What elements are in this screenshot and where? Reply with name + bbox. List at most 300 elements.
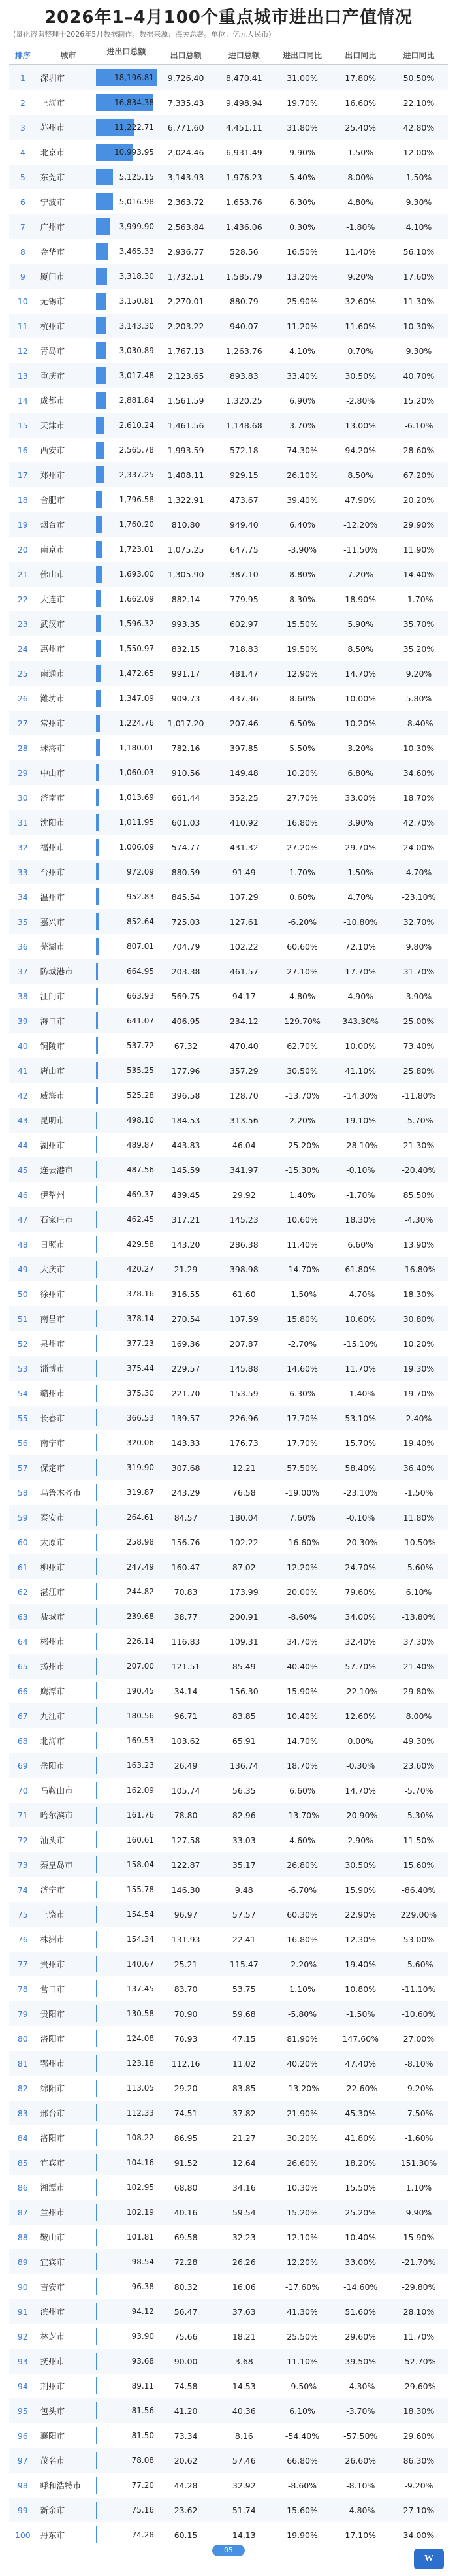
table-row [9,1952,448,1976]
table-row [9,2498,448,2522]
city-cell: 佛山市 [40,570,65,579]
total-yoy-cell: 10.60% [287,1214,318,1225]
export-yoy-cell: 1.50% [347,147,374,157]
city-cell: 邢台市 [40,2108,65,2118]
export-cell: 3,143.93 [167,172,204,182]
export-yoy-cell: 94.20% [345,445,377,455]
table-row [9,1108,448,1133]
total-cell [96,562,157,587]
import-yoy-cell: -16.80% [402,1264,436,1274]
total-cell [96,1877,157,1902]
city-cell: 唐山市 [40,1066,65,1076]
import-yoy-cell: 19.30% [403,1363,435,1374]
table-row [9,1455,448,1480]
import-yoy-cell: 50.50% [403,72,435,83]
total-value: 124.08 [127,2034,155,2043]
rank-cell: 35 [17,916,28,927]
export-yoy-cell: 41.80% [345,2133,377,2143]
import-yoy-cell: 19.70% [403,1388,435,1398]
table-row [9,2324,448,2349]
import-yoy-cell: 27.00% [403,2033,435,2044]
table-row [9,2225,448,2249]
total-bar [96,938,99,955]
total-cell [96,984,157,1008]
table-row [9,1207,448,1232]
import-cell: 145.88 [229,1363,259,1374]
export-yoy-cell: 18.30% [345,1214,377,1225]
total-bar [96,1583,97,1600]
table-row [9,2076,448,2101]
total-bar [96,1608,97,1625]
table-row [9,2374,448,2398]
table-row [9,264,448,289]
import-yoy-cell: 15.20% [403,395,435,406]
export-cell: 2,363.72 [167,197,204,207]
export-cell: 810.80 [171,519,200,530]
import-cell: 59.54 [232,2207,256,2217]
import-yoy-cell: 18.70% [403,792,435,803]
import-cell: 1,263.76 [225,346,262,356]
total-yoy-cell: 25.50% [287,2331,318,2342]
import-cell: 397.85 [229,743,259,753]
total-cell [96,1827,157,1852]
total-yoy-cell: 11.40% [287,1239,318,1249]
total-cell [96,884,157,909]
city-cell: 鹰潭市 [40,1686,65,1696]
total-value: 154.54 [127,1910,155,1919]
total-value: 535.25 [127,1066,155,1075]
export-cell: 26.49 [174,1760,198,1771]
export-yoy-cell: 72.10% [345,941,377,952]
total-cell [96,90,157,115]
export-cell: 221.70 [171,1388,200,1398]
total-cell [96,860,157,884]
export-yoy-cell: 45.30% [345,2108,377,2118]
import-cell: 107.29 [229,892,259,902]
import-yoy-cell: -10.50% [402,1537,436,1547]
import-yoy-cell: 35.70% [403,619,435,629]
table-row [9,1133,448,1157]
rank-cell: 34 [17,892,28,902]
table-row [9,2200,448,2225]
total-yoy-cell: -25.20% [285,1140,320,1150]
total-bar [96,2253,97,2270]
export-yoy-cell: -20.30% [343,1537,378,1547]
total-cell [96,65,157,90]
import-yoy-cell: 85.50% [403,1189,435,1200]
rank-cell: 62 [17,1586,28,1597]
total-value: 180.56 [127,1711,155,1720]
city-cell: 泉州市 [40,1339,65,1349]
total-bar [96,789,99,806]
export-cell: 75.66 [174,2331,198,2342]
total-cell [96,2299,157,2324]
total-bar [96,1732,97,1749]
total-bar [96,814,99,831]
import-yoy-cell: 28.60% [403,445,435,455]
table-row [9,2398,448,2423]
total-yoy-cell: 25.90% [287,296,318,306]
table-row [9,934,448,959]
export-cell: 569.75 [171,991,200,1001]
city-cell: 大连市 [40,594,65,604]
export-yoy-cell: 25.20% [345,2207,377,2217]
import-yoy-cell: 30.80% [403,1313,435,1324]
total-cell [96,2001,157,2026]
export-cell: 72.28 [174,2257,198,2267]
city-cell: 杭州市 [40,321,65,331]
export-yoy-cell: 17.10% [345,2530,377,2540]
table-body [9,65,448,2547]
table-row [9,1058,448,1083]
total-yoy-cell: 12.20% [287,2257,318,2267]
city-cell: 茂名市 [40,2456,65,2466]
total-value: 1,693.00 [119,570,155,579]
export-yoy-cell: -4.80% [346,2505,375,2515]
total-bar [96,2427,97,2444]
city-cell: 烟台市 [40,520,65,530]
import-cell: 83.85 [232,1711,256,1721]
total-cell [96,2473,157,2498]
total-value: 258.98 [127,1538,155,1547]
total-value: 1,723.01 [119,545,155,554]
export-yoy-cell: 4.80% [347,197,374,207]
total-value: 377.23 [127,1339,155,1348]
total-value: 852.64 [127,917,155,926]
export-cell: 9,726.40 [167,72,204,83]
rank-cell: 37 [17,966,28,976]
total-yoy-cell: 81.90% [287,2033,318,2044]
total-bar [96,2477,97,2494]
export-cell: 396.58 [171,1090,200,1101]
total-yoy-cell: 15.80% [287,1313,318,1324]
export-yoy-cell: -12.20% [343,519,378,530]
export-cell: 44.28 [174,2480,198,2490]
import-yoy-cell: 9.20% [405,668,432,679]
import-yoy-cell: -21.70% [402,2257,436,2267]
import-cell: 156.30 [229,1686,259,1696]
import-cell: 207.87 [229,1338,259,1349]
export-cell: 1,461.56 [167,420,204,430]
total-yoy-cell: 16.80% [287,1934,318,1944]
total-cell [96,214,157,239]
rank-cell: 59 [17,1512,28,1522]
total-cell [96,1927,157,1952]
export-cell: 122.87 [171,1860,200,1870]
city-cell: 南京市 [40,545,65,555]
total-value: 972.09 [127,867,155,877]
import-yoy-cell: 151.30% [400,2157,437,2168]
total-value: 429.58 [127,1240,155,1249]
total-bar [96,1409,97,1426]
export-yoy-cell: -1.40% [346,1388,375,1398]
table-row [9,909,448,934]
city-cell: 岳阳市 [40,1761,65,1771]
import-yoy-cell: 22.10% [403,97,435,108]
export-cell: 2,270.01 [167,296,204,306]
import-yoy-cell: 10.30% [403,743,435,753]
rank-cell: 87 [17,2207,28,2217]
rank-cell: 18 [17,494,28,505]
total-yoy-cell: 27.70% [287,792,318,803]
city-cell: 洛阳市 [40,2034,65,2044]
rank-cell: 16 [17,445,28,455]
page-number-badge: 05 [212,2545,245,2556]
city-cell: 泰安市 [40,1513,65,1522]
city-cell: 北京市 [40,148,65,157]
total-cell [96,735,157,760]
import-yoy-cell: 11.50% [403,1835,435,1845]
total-bar [96,690,101,707]
table-row [9,1182,448,1207]
total-value: 137.45 [127,1984,155,1993]
export-cell: 91.52 [174,2157,198,2168]
total-bar [96,590,102,607]
total-value: 1,347.09 [119,694,155,703]
total-value: 2,881.84 [119,396,155,405]
table-row [9,1554,448,1579]
total-yoy-cell: 15.60% [287,2505,318,2515]
export-yoy-cell: 14.70% [345,668,377,679]
export-yoy-cell: 6.80% [347,767,374,778]
rank-cell: 77 [17,1959,28,1969]
total-value: 93.68 [131,2357,155,2366]
export-cell: 96.71 [174,1711,198,1721]
table-row [9,810,448,835]
city-cell: 宜宾市 [40,2158,65,2168]
header-rank: 排序 [14,50,31,60]
total-yoy-cell: 7.60% [289,1512,315,1522]
city-cell: 保定市 [40,1463,65,1473]
total-yoy-cell: -5.80% [287,2008,317,2019]
city-cell: 海口市 [40,1016,65,1026]
rank-cell: 89 [17,2257,28,2267]
city-cell: 广州市 [40,222,65,232]
table-row [9,1654,448,1679]
total-cell [96,1232,157,1257]
total-cell [96,1902,157,1927]
total-bar [96,2303,97,2320]
total-value: 104.16 [127,2158,155,2167]
rank-cell: 14 [17,395,28,406]
import-yoy-cell: 9.80% [405,941,432,952]
total-yoy-cell: 12.20% [287,1562,318,1572]
total-yoy-cell: 9.90% [289,147,315,157]
table-row [9,1381,448,1406]
import-cell: 16.06 [232,2281,256,2292]
rank-cell: 28 [17,743,28,753]
import-cell: 6,931.49 [225,147,262,157]
rank-cell: 19 [17,519,28,530]
table-row [9,1008,448,1033]
total-cell [96,1008,157,1033]
total-cell [96,1852,157,1877]
export-yoy-cell: -23.10% [343,1487,378,1498]
total-cell [96,934,157,959]
export-yoy-cell: -0.10% [346,1165,375,1175]
export-cell: 243.29 [171,1487,200,1498]
table-row [9,959,448,984]
rank-cell: 49 [17,1264,28,1274]
export-yoy-cell: -14.60% [343,2281,378,2292]
total-yoy-cell: -19.00% [285,1487,320,1498]
total-cell [96,2324,157,2349]
total-value: 1,662.09 [119,594,155,604]
import-cell: 127.61 [229,916,259,927]
total-cell [96,1430,157,1455]
total-value: 3,017.48 [119,371,155,380]
total-value: 469.37 [127,1190,155,1199]
total-bar [96,1360,97,1377]
total-bar [96,2452,97,2469]
city-cell: 常州市 [40,718,65,728]
total-yoy-cell: 62.70% [287,1040,318,1051]
import-cell: 22.41 [232,1934,256,1944]
total-cell [96,462,157,487]
export-cell: 143.33 [171,1438,200,1448]
total-yoy-cell: 4.60% [289,1835,315,1845]
total-cell [96,686,157,711]
export-yoy-cell: 0.00% [347,1735,374,1746]
table-row [9,1604,448,1629]
export-cell: 574.77 [171,842,200,852]
total-value: 420.27 [127,1264,155,1274]
total-value: 18,196.81 [114,73,155,82]
export-cell: 316.55 [171,1289,200,1299]
export-yoy-cell: 9.20% [347,271,374,282]
import-cell: 880.79 [229,296,259,306]
rank-cell: 25 [17,668,28,679]
table-row [9,462,448,487]
import-yoy-cell: -5.60% [404,1562,433,1572]
total-bar [96,1434,97,1451]
city-cell: 株洲市 [40,1935,65,1944]
total-value: 207.00 [127,1662,155,1671]
import-cell: 56.35 [232,1785,256,1795]
import-cell: 602.97 [229,619,259,629]
total-value: 77.20 [131,2481,155,2490]
table-row [9,1406,448,1430]
city-cell: 绵阳市 [40,2084,65,2093]
total-yoy-cell: 10.40% [287,1711,318,1721]
total-value: 319.87 [127,1488,155,1497]
header-city: 城市 [60,50,76,60]
table-row [9,65,448,90]
import-cell: 149.48 [229,767,259,778]
rank-cell: 32 [17,842,28,852]
rank-cell: 81 [17,2058,28,2069]
total-yoy-cell: -3.90% [287,544,317,555]
import-cell: 779.95 [229,594,259,604]
export-yoy-cell: -3.70% [346,2406,375,2416]
table-row [9,686,448,711]
rank-cell: 55 [17,1413,28,1423]
total-cell [96,636,157,661]
total-bar [96,392,106,409]
total-yoy-cell: 12.90% [287,668,318,679]
total-cell [96,487,157,512]
rank-cell: 8 [20,246,25,257]
import-yoy-cell: -23.10% [402,892,436,902]
table-row [9,388,448,413]
brand-logo: W [414,2549,444,2569]
export-cell: 1,561.59 [167,395,204,406]
total-bar [96,1633,97,1650]
total-cell [96,512,157,537]
import-yoy-cell: -29.60% [402,2381,436,2391]
import-cell: 3.68 [234,2356,253,2366]
import-yoy-cell: 25.80% [403,1065,435,1076]
import-cell: 949.40 [229,519,259,530]
total-cell [96,338,157,363]
city-cell: 重庆市 [40,371,65,381]
import-cell: 91.49 [232,867,256,877]
rank-cell: 54 [17,1388,28,1398]
total-yoy-cell: 10.30% [287,2182,318,2193]
export-yoy-cell: 13.00% [345,420,377,430]
rank-cell: 26 [17,693,28,703]
total-bar [96,1807,97,1824]
import-cell: 128.70 [229,1090,259,1101]
total-value: 2,565.78 [119,445,155,455]
rank-cell: 3 [20,122,25,133]
total-yoy-cell: 4.10% [289,346,315,356]
total-bar [96,466,104,483]
total-cell [96,1679,157,1703]
total-cell [96,289,157,314]
total-value: 1,550.97 [119,644,155,653]
total-yoy-cell: -8.60% [287,2480,317,2490]
export-cell: 1,993.59 [167,445,204,455]
import-cell: 76.58 [232,1487,256,1498]
import-yoy-cell: 73.40% [403,1040,435,1051]
city-cell: 营口市 [40,1984,65,1994]
total-yoy-cell: -13.70% [285,1090,320,1101]
total-bar [96,491,102,508]
total-value: 74.28 [131,2530,155,2539]
city-cell: 西安市 [40,445,65,455]
city-cell: 防城港市 [40,967,73,976]
rank-cell: 21 [17,569,28,579]
total-cell [96,1530,157,1554]
export-yoy-cell: -22.10% [343,1686,378,1696]
import-cell: 929.15 [229,470,259,480]
total-bar [96,2055,97,2072]
rank-cell: 85 [17,2157,28,2168]
import-cell: 647.75 [229,544,259,555]
total-value: 101.81 [127,2232,155,2242]
city-cell: 深圳市 [40,73,65,83]
city-cell: 合肥市 [40,495,65,505]
total-cell [96,1033,157,1058]
import-yoy-cell: 3.90% [405,991,432,1001]
total-value: 1,760.20 [119,520,155,529]
export-yoy-cell: 10.40% [345,2232,377,2242]
total-cell [96,1554,157,1579]
table-row [9,1778,448,1803]
city-cell: 温州市 [40,892,65,902]
total-bar [96,1211,97,1228]
total-yoy-cell: 11.20% [287,321,318,331]
total-value: 10,993.95 [114,148,155,157]
rank-cell: 56 [17,1438,28,1448]
table-row [9,165,448,189]
export-yoy-cell: 11.60% [345,321,377,331]
total-yoy-cell: 0.30% [289,221,315,232]
rank-cell: 52 [17,1338,28,1349]
export-cell: 146.30 [171,1884,200,1895]
export-cell: 880.59 [171,867,200,877]
